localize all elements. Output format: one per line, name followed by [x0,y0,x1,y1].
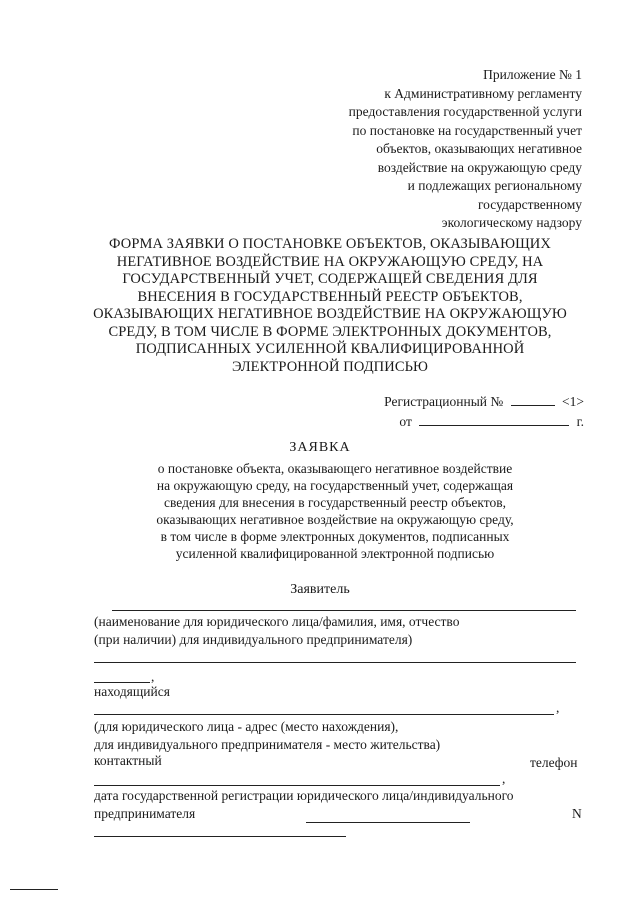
footnote-ref: <1> [562,394,584,409]
registration-date-field[interactable] [419,415,569,426]
application-desc-line: оказывающих негативное воздействие на окружающую среду, [156,512,514,527]
application-desc-line: в том числе в форме электронных документов, подписанных [160,529,510,544]
applicant-name-field-2[interactable] [94,662,576,663]
registration-block [384,392,584,432]
registration-date-text: дата государственной регистрации юридического лица/индивидуального [94,788,514,803]
state-registration-date-field[interactable] [306,822,470,823]
application-desc-line: сведения для внесения в государственный реестр объектов, [163,495,507,510]
form-title-line: ОКАЗЫВАЮЩИХ НЕГАТИВНОЕ ВОЗДЕЙСТВИЕ НА ОКРУЖАЮЩУЮ [93,306,567,322]
comma: , [556,700,560,715]
form-title-line: ГОСУДАРСТВЕННЫЙ УЧЕТ, СОДЕРЖАЩЕЙ СВЕДЕНИЯ ДЛЯ [122,271,538,287]
application-description [80,460,590,562]
form-title-line: ПОДПИСАННЫХ УСИЛЕННОЙ КВАЛИФИЦИРОВАННОЙ [135,341,525,357]
annex-line: экологическому надзору [441,215,582,230]
contact-label: контактный [94,753,162,768]
annex-line: по постановке на государственный учет [352,122,582,138]
applicant-name-field-3[interactable] [94,682,150,683]
registration-date-prefix: от [399,414,412,429]
annex-line: Приложение № 1 [483,67,582,82]
annex-line: государственному [477,196,582,212]
registration-date-text: предпринимателя [94,806,196,821]
annex-header [349,66,582,233]
phone-label: телефон [530,755,578,770]
annex-line: предоставления государственной услуги [348,104,582,119]
form-title [60,236,600,376]
form-title-line: ЭЛЕКТРОННОЙ ПОДПИСЬЮ [231,358,429,375]
address-hint: для индивидуального предпринимателя - место жительства) [94,737,441,752]
registration-number-field[interactable] [511,395,555,406]
address-hint: (для юридического лица - адрес (место нахождения), [94,719,399,734]
registration-number-field-2[interactable] [94,836,346,837]
annex-line: воздействие на окружающую среду [377,159,582,175]
application-desc-line: о постановке объекта, оказывающего негативное воздействие [157,461,513,476]
form-title-line: ВНЕСЕНИЯ В ГОСУДАРСТВЕННЫЙ РЕЕСТР ОБЪЕКТОВ, [137,288,523,305]
address-field[interactable] [94,714,554,715]
annex-line: и подлежащих региональному [407,178,582,193]
phone-field[interactable] [94,785,500,786]
form-title-line: СРЕДУ, В ТОМ ЧИСЛЕ В ФОРМЕ ЭЛЕКТРОННЫХ ДОКУМЕНТОВ, [108,323,552,340]
applicant-name-hint: (наименование для юридического лица/фамилия, имя, отчество [94,614,460,629]
form-title-line: НЕГАТИВНОЕ ВОЗДЕЙСТВИЕ НА ОКРУЖАЮЩУЮ СРЕДУ, НА [116,253,544,270]
footnote-separator [10,889,58,890]
applicant-name-field[interactable] [112,610,576,611]
applicant-name-hint: (при наличии) для индивидуального предпринимателя) [94,632,413,647]
comma: , [151,669,155,684]
registration-date-row [384,412,584,432]
application-desc-line: усиленной квалифицированной электронной подписью [175,546,495,561]
annex-line: объектов, оказывающих негативное [376,141,582,156]
applicant-label: Заявитель [290,582,350,597]
comma: , [502,771,506,786]
registration-number-label: Регистрационный № [384,394,504,409]
annex-line: к Административному регламенту [384,85,582,101]
application-desc-line: на окружающую среду, на государственный учет, содержащая [156,478,514,493]
registration-date-suffix: г. [576,414,584,429]
number-sign: N [572,806,582,821]
application-heading: ЗАЯВКА [289,440,351,455]
located-label: находящийся [94,684,170,699]
form-title-line: ФОРМА ЗАЯВКИ О ПОСТАНОВКЕ ОБЪЕКТОВ, ОКАЗЫВАЮЩИХ [109,236,551,252]
registration-number-row [384,392,584,412]
